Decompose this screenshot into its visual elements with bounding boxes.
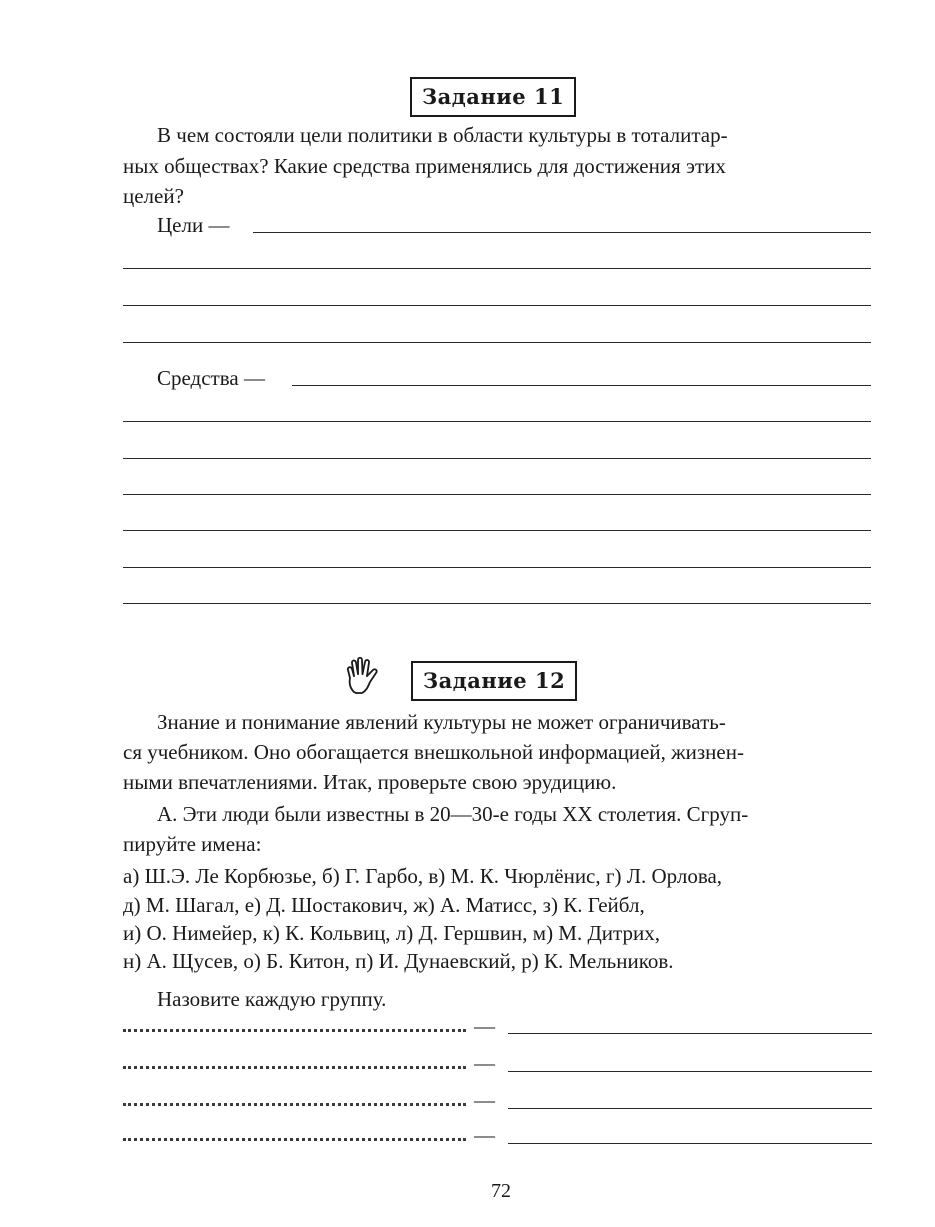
group-name-line[interactable] <box>508 1071 872 1072</box>
task-12-intro-line-2: ся учебником. Оно обогащается внешкольной информацией, жизнен- <box>123 740 744 764</box>
group-members-field[interactable] <box>123 1029 466 1032</box>
means-answer-line[interactable] <box>123 421 871 422</box>
group-name-line[interactable] <box>508 1108 872 1109</box>
task-11-question-line-3: целей? <box>123 184 184 208</box>
group-name-line[interactable] <box>508 1143 872 1144</box>
means-answer-line[interactable] <box>123 458 871 459</box>
means-label: Средства — <box>157 366 265 390</box>
group-members-field[interactable] <box>123 1138 466 1141</box>
group-dash: — <box>474 1014 495 1038</box>
goals-label: Цели — <box>157 213 230 237</box>
group-dash: — <box>474 1051 495 1075</box>
task-11-question-line-1: В чем состояли цели политики в области культуры в тоталитар- <box>157 123 728 147</box>
group-name-line[interactable] <box>508 1033 872 1034</box>
names-line-4: н) А. Щусев, о) Б. Китон, п) И. Дунаевский, р) К. Мельников. <box>123 949 674 973</box>
hand-icon <box>344 656 384 698</box>
part-a-line-1: А. Эти люди были известны в 20—30-е годы XX столетия. Сгруп- <box>157 802 749 826</box>
group-dash: — <box>474 1123 495 1147</box>
names-line-1: а) Ш.Э. Ле Корбюзье, б) Г. Гарбо, в) М. К. Чюрлёнис, г) Л. Орлова, <box>123 864 723 888</box>
part-a-line-2: пируйте имена: <box>123 832 262 856</box>
group-dash: — <box>474 1088 495 1112</box>
task-12-intro-line-1: Знание и понимание явлений культуры не может ограничивать- <box>157 710 726 734</box>
means-answer-line[interactable] <box>123 603 871 604</box>
goals-answer-line[interactable] <box>123 305 871 306</box>
goals-answer-line[interactable] <box>123 342 871 343</box>
goals-answer-line[interactable] <box>253 232 871 233</box>
task-12-intro-line-3: ными впечатлениями. Итак, проверьте свою эрудицию. <box>123 770 617 794</box>
means-answer-line[interactable] <box>123 494 871 495</box>
group-members-field[interactable] <box>123 1103 466 1106</box>
names-line-2: д) М. Шагал, е) Д. Шостакович, ж) А. Матисс, з) К. Гейбл, <box>123 893 645 917</box>
task-11-title: Задание 11 <box>410 77 576 117</box>
group-prompt: Назовите каждую группу. <box>157 987 387 1011</box>
page-number: 72 <box>491 1180 511 1202</box>
means-answer-line[interactable] <box>292 385 871 386</box>
means-answer-line[interactable] <box>123 530 871 531</box>
means-answer-line[interactable] <box>123 567 871 568</box>
task-11-question-line-2: ных обществах? Какие средства применялись для достижения этих <box>123 154 726 178</box>
task-12-title: Задание 12 <box>411 661 577 701</box>
goals-answer-line[interactable] <box>123 268 871 269</box>
group-members-field[interactable] <box>123 1066 466 1069</box>
names-line-3: и) О. Нимейер, к) К. Кольвиц, л) Д. Гершвин, м) М. Дитрих, <box>123 921 660 945</box>
